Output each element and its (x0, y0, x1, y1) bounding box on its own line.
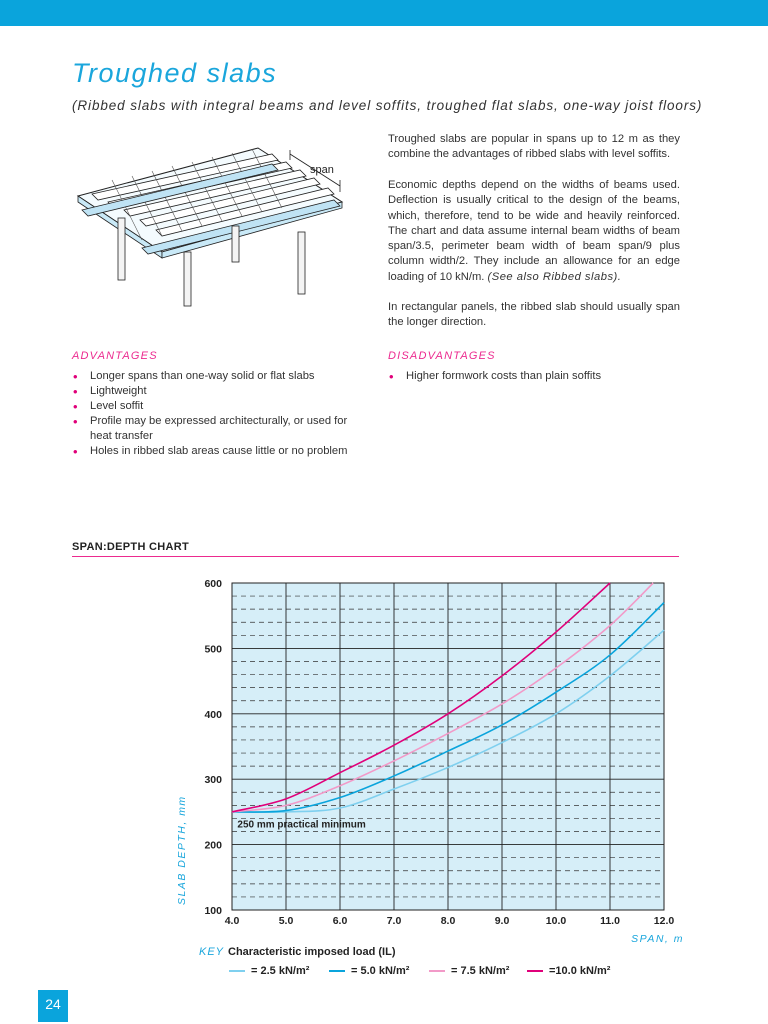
x-tick-label: 12.0 (653, 915, 675, 927)
advantage-text: Holes in ribbed slab areas cause little or no problem (90, 445, 348, 457)
y-tick-label: 200 (204, 839, 222, 852)
legend-text: = 7.5 kN/m² (451, 965, 510, 977)
legend-item-10-0 (527, 965, 610, 977)
key-label: KEY (199, 946, 225, 958)
x-tick-label: 10.0 (545, 915, 567, 927)
intro-paragraph-1: Troughed slabs are popular in spans up to 12 m as they combine the advantages of ribbed slabs with level soffits. (388, 133, 680, 161)
bullet-icon: • (73, 399, 78, 414)
bullet-icon: • (73, 369, 78, 384)
advantage-item (72, 399, 372, 414)
disadvantages-heading: DISADVANTAGES (388, 350, 496, 362)
advantages-list (72, 369, 372, 459)
span-depth-chart (0, 560, 768, 950)
page-subtitle: (Ribbed slabs with integral beams and level soffits, troughed flat slabs, one-way joist floors) (72, 98, 703, 113)
header-bar (0, 0, 768, 26)
intro-paragraph-2-text: Economic depths depend on the widths of beams used. Deflection is usually critical to the design of the beams, which, therefore, tend to be wide and heavily reinforced. The chart and data assume internal beam widths of beam span/3.5, perimeter beam width of beam span/9 plus column width/2. They include an allowance for an edge loading of 10 kN/m. (388, 179, 680, 283)
bullet-icon: • (73, 384, 78, 399)
advantage-item (72, 414, 372, 444)
legend-swatch (229, 970, 245, 972)
y-tick-label: 600 (204, 578, 222, 590)
span-label: span (310, 164, 334, 176)
chart-title: SPAN:DEPTH CHART (72, 541, 190, 553)
advantage-item (72, 444, 372, 459)
disadvantage-text: Higher formwork costs than plain soffits (406, 370, 602, 382)
x-tick-label: 7.0 (386, 915, 402, 927)
legend-swatch (527, 970, 543, 972)
advantage-text: Level soffit (90, 400, 144, 412)
x-tick-label: 8.0 (440, 915, 456, 927)
y-tick-label: 100 (204, 905, 222, 917)
troughed-slab-illustration (72, 140, 372, 340)
legend-item-5-0 (329, 965, 409, 977)
legend-text: =10.0 kN/m² (549, 965, 611, 977)
disadvantages-list (388, 369, 680, 384)
chart-title-rule (72, 556, 679, 557)
x-tick-label: 11.0 (600, 915, 620, 927)
page-title: Troughed slabs (72, 58, 278, 88)
disadvantage-item (388, 369, 680, 384)
key-title: Characteristic imposed load (IL) (228, 946, 396, 958)
legend-item-2-5 (229, 965, 309, 977)
legend-text: = 2.5 kN/m² (251, 965, 310, 977)
y-tick-label: 300 (204, 774, 222, 787)
bullet-icon: • (73, 414, 78, 429)
advantage-text: Lightweight (90, 385, 147, 397)
advantage-item (72, 384, 372, 399)
advantage-text: Profile may be expressed architecturally, or used for heat transfer (90, 415, 348, 442)
intro-paragraph-2 (388, 178, 680, 285)
page-number: 24 (38, 990, 68, 1022)
legend-swatch (429, 970, 445, 972)
advantages-heading: ADVANTAGES (72, 350, 158, 362)
advantage-item (72, 369, 372, 384)
advantage-text: Longer spans than one-way solid or flat slabs (90, 370, 315, 382)
x-tick-label: 9.0 (494, 915, 510, 927)
bullet-icon: • (389, 369, 394, 384)
x-axis-label: SPAN, m (631, 933, 684, 945)
y-tick-label: 400 (204, 708, 222, 721)
x-tick-label: 5.0 (278, 915, 294, 927)
legend-text: = 5.0 kN/m² (351, 965, 410, 977)
legend-swatch (329, 970, 345, 972)
x-tick-label: 6.0 (332, 915, 348, 927)
bullet-icon: • (73, 444, 78, 459)
x-tick-label: 4.0 (224, 915, 240, 927)
y-tick-label: 500 (204, 643, 222, 656)
practical-minimum-annotation: 250 mm practical minimum (237, 819, 366, 831)
y-axis-label: SLAB DEPTH, mm (176, 795, 188, 905)
intro-paragraph-3: In rectangular panels, the ribbed slab should usually span the longer direction. (388, 301, 680, 329)
see-also-ref: (See also Ribbed slabs). (487, 270, 622, 283)
legend-item-7-5 (429, 965, 509, 977)
